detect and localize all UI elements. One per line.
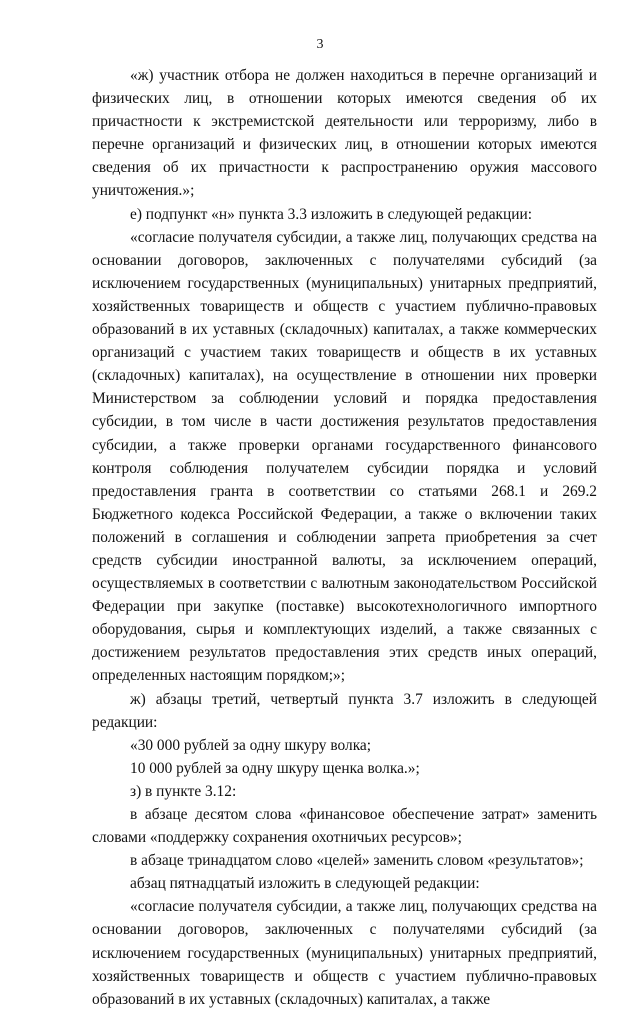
paragraph-thirteenth-abzac: в абзаце тринадцатом слово «целей» заменить словом «результатов»; — [130, 852, 584, 870]
paragraph-wolf-cub-amount: 10 000 рублей за одну шкуру щенка волка.»; — [130, 759, 420, 777]
paragraph-tenth-abzac: в абзаце десятом слова «финансовое обеспечение затрат» заменить словами «поддержку сохранения охотничьих ресурсов»; — [92, 806, 597, 847]
paragraph-wolf-skin-amount: «30 000 рублей за одну шкуру волка; — [130, 736, 372, 754]
paragraph-zh-participant: «ж) участник отбора не должен находиться в перечне организаций и физических лиц, в отношении которых имеются сведения об их причастности к экстремистской деятельности или терроризму, либо в перечне организаций и физических лиц, в отношении которых имеются сведения об их причастности к распространению оружия массового уничтожения.»; — [92, 67, 597, 200]
paragraph-consent-quote: «согласие получателя субсидии, а также лиц, получающих средства на основании договоров, заключенных с получателями субсидий (за исключением государственных (муниципальных) унитарных предприятий, хозяйственных товариществ и обществ с участием публично-правовых образований в их уставных (складочных) капиталах, а также коммерческих организаций с участием таких товариществ и обществ в их уставных (складочных) капиталах), на осуществление в отношении них проверки Министерством за соблюдении условий и порядка предоставления субсидии, в том числе в части достижения результатов предоставления субсидии, а также проверки органами государственного финансового контроля соблюдения получателем субсидии порядка и условий предоставления гранта в соответствии со статьями 268.1 и 269.2 Бюджетного кодекса Российской Федерации, а также о включении таких положений в соглашения и соблюдении запрета приобретения за счет средств субсидии иностранной валюты, за исключением операций, осуществляемых в соответствии с валютным законодательством Российской Федерации при закупке (поставке) высокотехнологичного импортного оборудования, сырья и комплектующих изделий, а также связанных с достижением результатов предоставления этих средств иных операций, определенных настоящим порядком;»; — [92, 228, 597, 685]
document-body — [92, 64, 597, 1011]
page-number: 3 — [316, 37, 324, 52]
paragraph-e-subpoint-n: е) подпункт «н» пункта 3.3 изложить в следующей редакции: — [130, 205, 532, 223]
paragraph-consent-quote-2: «согласие получателя субсидии, а также лиц, получающих средства на основании договоров, заключенных с получателями субсидий (за исключением государственных (муниципальных) унитарных предприятий, хозяйственных товариществ и обществ с участием публично-правовых образований в их уставных (складочных) капиталах, а также — [92, 898, 597, 1008]
paragraph-fifteenth-abzac: абзац пятнадцатый изложить в следующей редакции: — [130, 875, 480, 893]
paragraph-z-point-3-12: з) в пункте 3.12: — [130, 782, 237, 800]
paragraph-zh-point-3-7: ж) абзацы третий, четвертый пункта 3.7 изложить в следующей редакции: — [92, 690, 597, 731]
